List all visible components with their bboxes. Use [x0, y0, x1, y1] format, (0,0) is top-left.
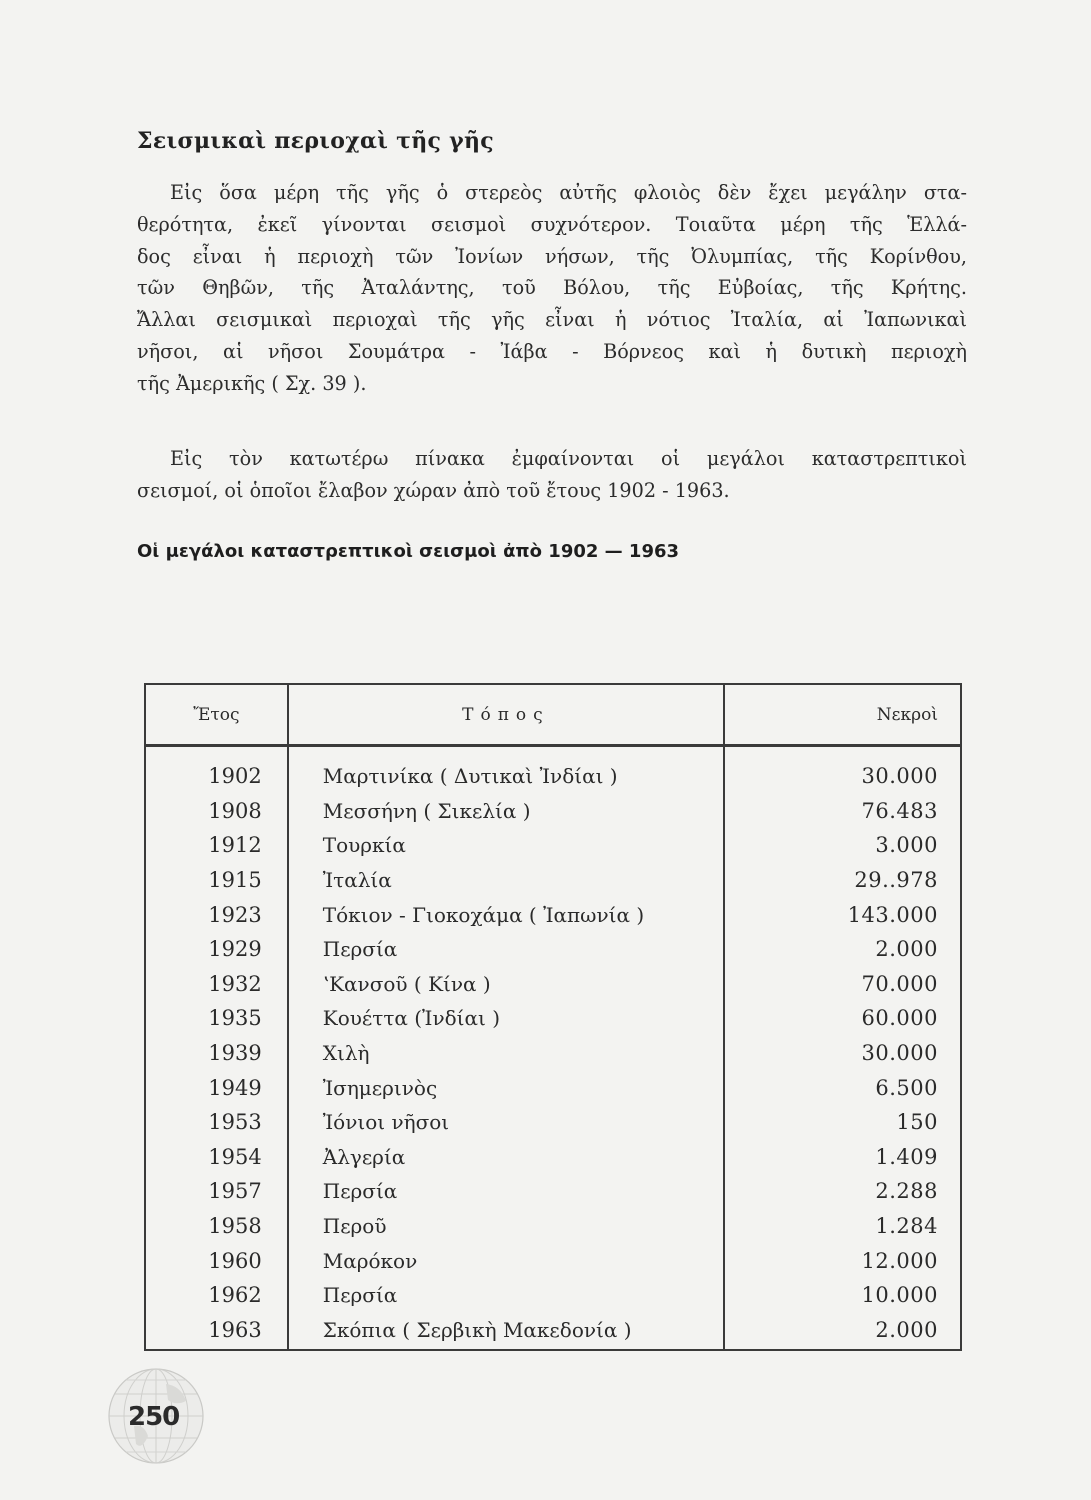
table-row [145, 1243, 961, 1278]
cell-year: 1960 [145, 1243, 288, 1278]
cell-deaths: 1.409 [724, 1140, 961, 1175]
cell-year: 1954 [145, 1140, 288, 1175]
text-line: Εἰς τὸν κατωτέρω πίνακα ἐμφαίνονται οἱ μεγάλοι καταστρεπτικοὶ [170, 447, 967, 470]
cell-deaths: 10.000 [724, 1278, 961, 1313]
earthquakes-table [144, 683, 962, 1351]
cell-year: 1923 [145, 897, 288, 932]
cell-deaths: 30.000 [724, 746, 961, 794]
cell-place: Μεσσήνη ( Σικελία ) [288, 794, 724, 829]
table-row [145, 1313, 961, 1351]
table-row [145, 1070, 961, 1105]
paragraph-table-intro [137, 443, 967, 507]
cell-place: ʽΚανσοῦ ( Κίνα ) [288, 967, 724, 1002]
cell-year: 1929 [145, 932, 288, 967]
table-row [145, 1140, 961, 1175]
table-row [145, 794, 961, 829]
text-line: τῶν Θηβῶν, τῆς Ἀταλάντης, τοῦ Βόλου, τῆς Εὐβοίας, τῆς Κρήτης. [137, 276, 967, 300]
table-body [145, 746, 961, 1351]
cell-place: Περοῦ [288, 1209, 724, 1244]
cell-deaths: 29..978 [724, 863, 961, 898]
table-row [145, 1209, 961, 1244]
cell-deaths: 60.000 [724, 1001, 961, 1036]
cell-year: 1908 [145, 794, 288, 829]
cell-deaths: 150 [724, 1105, 961, 1140]
cell-place: Ἰόνιοι νῆσοι [288, 1105, 724, 1140]
table-row [145, 1278, 961, 1313]
cell-year: 1902 [145, 746, 288, 794]
cell-deaths: 1.284 [724, 1209, 961, 1244]
table-row [145, 863, 961, 898]
page-footer [106, 1366, 206, 1466]
cell-deaths: 12.000 [724, 1243, 961, 1278]
cell-place: Περσία [288, 1174, 724, 1209]
header-place: Τόπος [288, 684, 724, 746]
cell-place: Περσία [288, 932, 724, 967]
table-caption: Οἱ μεγάλοι καταστρεπτικοὶ σεισμοὶ ἀπὸ 1902 — 1963 [137, 541, 680, 562]
page-number: 250 [128, 1402, 180, 1432]
cell-place: Ἀλγερία [288, 1140, 724, 1175]
cell-year: 1949 [145, 1070, 288, 1105]
text-line: νῆσοι, αἱ νῆσοι Σουμάτρα - Ἰάβα - Βόρνεος καὶ ἡ δυτικὴ περιοχὴ [137, 339, 967, 363]
cell-year: 1932 [145, 967, 288, 1002]
cell-place: Μαρόκον [288, 1243, 724, 1278]
cell-year: 1935 [145, 1001, 288, 1036]
header-year: Ἔτος [145, 684, 288, 746]
cell-place: Τόκιον - Γιοκοχάμα ( Ἰαπωνία ) [288, 897, 724, 932]
paragraph-seismic-regions [137, 177, 967, 400]
cell-year: 1958 [145, 1209, 288, 1244]
cell-deaths: 2.000 [724, 932, 961, 967]
section-heading: Σεισμικαὶ περιοχαὶ τῆς γῆς [137, 128, 494, 154]
cell-place: Κουέττα (Ἰνδίαι ) [288, 1001, 724, 1036]
text-line: Ἄλλαι σεισμικαὶ περιοχαὶ τῆς γῆς εἶναι ἡ νότιος Ἰταλία, αἱ Ἰαπωνικαὶ [137, 308, 967, 332]
cell-place: Μαρτινίκα ( Δυτικαὶ Ἰνδίαι ) [288, 746, 724, 794]
text-line: δος εἶναι ἡ περιοχὴ τῶν Ἰονίων νήσων, τῆς Ὀλυμπίας, τῆς Κορίνθου, [137, 244, 967, 268]
text-line: τῆς Ἀμερικῆς ( Σχ. 39 ). [137, 371, 367, 395]
cell-place: Τουρκία [288, 828, 724, 863]
table-row [145, 1036, 961, 1071]
table-row [145, 932, 961, 967]
cell-year: 1957 [145, 1174, 288, 1209]
table-row [145, 967, 961, 1002]
cell-place: Περσία [288, 1278, 724, 1313]
cell-year: 1915 [145, 863, 288, 898]
table-row [145, 1105, 961, 1140]
cell-deaths: 70.000 [724, 967, 961, 1002]
text-line: Εἰς ὅσα μέρη τῆς γῆς ὁ στερεὸς αὐτῆς φλοιὸς δὲν ἔχει μεγάλην στα- [170, 181, 967, 204]
cell-year: 1963 [145, 1313, 288, 1351]
cell-deaths: 30.000 [724, 1036, 961, 1071]
cell-deaths: 143.000 [724, 897, 961, 932]
cell-place: Χιλὴ [288, 1036, 724, 1071]
cell-year: 1912 [145, 828, 288, 863]
cell-deaths: 6.500 [724, 1070, 961, 1105]
cell-place: Ἰταλία [288, 863, 724, 898]
cell-deaths: 2.288 [724, 1174, 961, 1209]
cell-place: Σκόπια ( Σερβικὴ Μακεδονία ) [288, 1313, 724, 1351]
table-row [145, 1174, 961, 1209]
cell-deaths: 76.483 [724, 794, 961, 829]
cell-year: 1953 [145, 1105, 288, 1140]
cell-deaths: 2.000 [724, 1313, 961, 1351]
table-header-row [145, 684, 961, 746]
text-line: σεισμοί, οἱ ὁποῖοι ἔλαβον χώραν ἀπὸ τοῦ ἔτους 1902 - 1963. [137, 478, 730, 502]
table-row [145, 1001, 961, 1036]
cell-deaths: 3.000 [724, 828, 961, 863]
text-line: θερότητα, ἐκεῖ γίνονται σεισμοὶ συχνότερον. Τοιαῦτα μέρη τῆς Ἑλλά- [137, 212, 967, 236]
header-deaths: Νεκροὶ [724, 684, 961, 746]
cell-year: 1962 [145, 1278, 288, 1313]
table-row [145, 897, 961, 932]
cell-place: Ἰσημερινὸς [288, 1070, 724, 1105]
cell-year: 1939 [145, 1036, 288, 1071]
table-row [145, 828, 961, 863]
table-row [145, 746, 961, 794]
